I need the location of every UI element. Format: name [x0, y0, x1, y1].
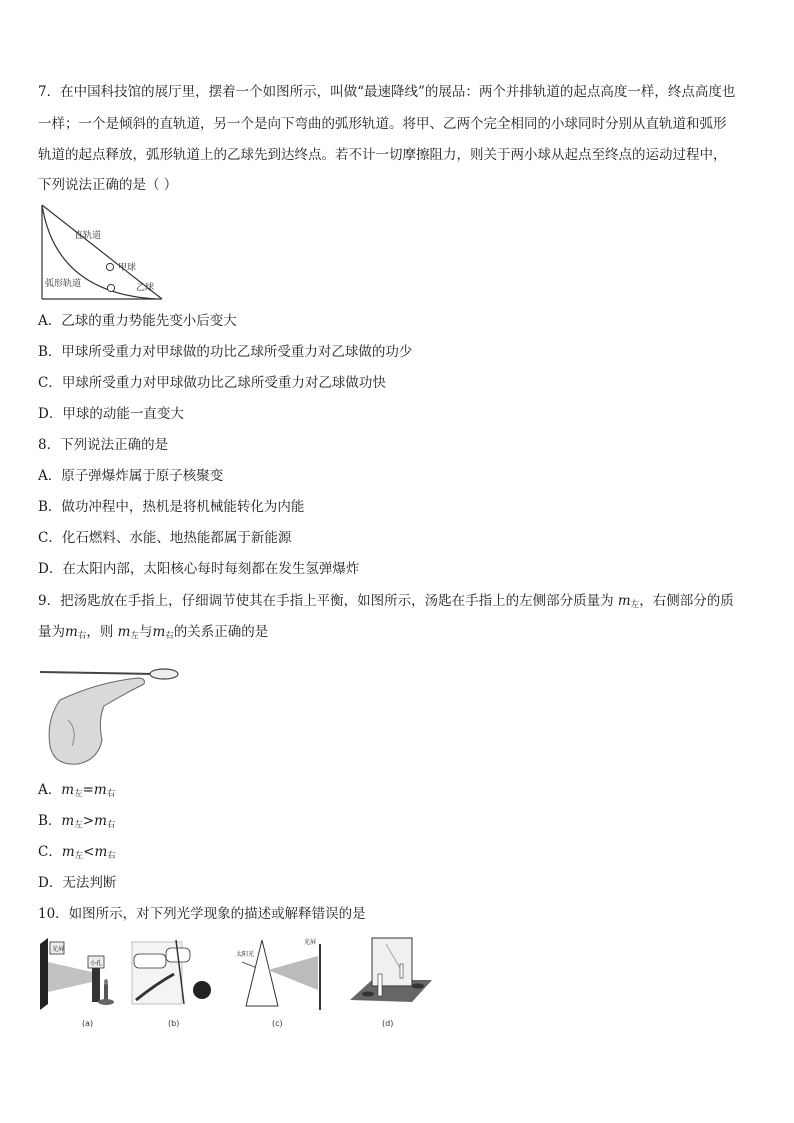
q9-sub-left: 左	[74, 789, 83, 799]
q7-ball-b-label: 乙球	[136, 283, 155, 293]
q8-option-a: A．原子弹爆炸属于原子核聚变	[38, 468, 224, 484]
q10-b-dark-disk	[193, 981, 211, 999]
q7-ball-a-label: 甲球	[118, 263, 137, 273]
q10-d-candle-front	[378, 974, 382, 996]
q9-line-1-text-a: 9．把汤匙放在手指上，仔细调节使其在手指上平衡，如图所示，汤匙在手指上的左侧部分质量为	[38, 593, 618, 609]
q9-line-2-text-c: 与	[138, 624, 153, 640]
q9-sub-right: 右	[107, 851, 116, 861]
q9-option-b-letter: B．	[38, 813, 62, 829]
q9-m-symbol: m	[93, 782, 107, 798]
q10-optics-figures	[36, 934, 446, 1030]
q9-spoon-bowl	[150, 669, 178, 679]
q9-option-a	[38, 781, 115, 803]
q9-line-2-text-b: ，则	[86, 624, 118, 640]
q10-a-pinhole-text: 小孔	[90, 960, 103, 967]
q7-option-a: A．乙球的重力势能先变小后变大	[38, 313, 237, 329]
q9-greater-sign: >	[82, 813, 95, 829]
q7-line-1: 7．在中国科技馆的展厅里，摆着一个如图所示，叫做“最速降线”的展品：两个并排轨道的起点高度一样，终点高度也	[38, 84, 736, 100]
q10-stem: 10．如图所示，对下列光学现象的描述或解释错误的是	[38, 906, 366, 922]
q8-option-c: C．化石燃料、水能、地热能都属于新能源	[38, 530, 292, 546]
q7-option-d: D．甲球的动能一直变大	[38, 406, 184, 422]
q9-less-sign: <	[83, 844, 95, 860]
q10-figure-c	[236, 938, 320, 1028]
q7-arc-label: 弧形轨道	[45, 279, 82, 289]
q7-option-b: B．甲球所受重力对甲球做的功比乙球所受重力对乙球做的功少	[38, 344, 413, 360]
q9-m-symbol: m	[117, 624, 131, 640]
q10-figure-a	[40, 938, 114, 1028]
q9-spoon-hand-figure	[38, 660, 183, 770]
q10-a-candle	[104, 984, 108, 1000]
q9-hand	[49, 678, 144, 764]
q9-equal-sign: =	[82, 782, 94, 798]
q10-figure-b	[132, 940, 211, 1028]
q7-ball-a	[106, 263, 113, 270]
q7-straight-label: 直轨道	[74, 231, 102, 241]
q9-m-symbol: m	[65, 624, 78, 640]
q9-m-symbol: m	[617, 593, 631, 609]
q9-m-symbol: m	[61, 782, 75, 798]
q9-m-symbol: m	[152, 624, 166, 640]
q10-c-screen-text: 光屏	[304, 939, 317, 946]
q9-m-symbol: m	[61, 813, 75, 829]
q9-option-d: D．无法判断	[38, 875, 117, 891]
q10-c-label: (c)	[272, 1019, 283, 1028]
q8-option-b: B．做功冲程中，热机是将机械能转化为内能	[38, 499, 305, 515]
q10-a-screen-text: 光屏	[52, 946, 65, 953]
q10-a-screen	[40, 938, 48, 1010]
q8-option-d: D．在太阳内部，太阳核心每时每刻都在发生氢弹爆炸	[38, 561, 360, 577]
q10-d-holder-left	[362, 992, 374, 997]
q10-c-sunlight-text: 太阳光	[236, 951, 255, 958]
q10-d-label: (d)	[382, 1019, 394, 1028]
q10-c-prism	[246, 940, 278, 1006]
q9-m-symbol: m	[94, 813, 107, 829]
q9-sub-right: 右	[165, 631, 174, 641]
q9-line-2	[38, 623, 268, 645]
q9-sub-right: 右	[106, 820, 116, 830]
q10-c-spectrum	[268, 956, 318, 990]
q10-a-candle-base	[98, 999, 114, 1005]
q10-b-label: (b)	[168, 1019, 180, 1028]
q10-figure-d	[350, 938, 432, 1028]
q7-line-4: 下列说法正确的是（ ）	[38, 177, 178, 193]
q7-option-c: C．甲球所受重力对甲球做功比乙球所受重力对乙球做功快	[38, 375, 386, 391]
q9-option-c-letter: C．	[38, 844, 62, 860]
q9-line-2-text-a: 量为	[38, 624, 65, 640]
q9-sub-right: 右	[106, 789, 116, 799]
q9-option-c	[38, 843, 116, 865]
q10-d-candle-back	[400, 964, 403, 978]
q9-option-a-letter: A．	[38, 782, 62, 798]
q9-line-1-text-b: ，右侧部分的质	[639, 593, 734, 609]
q9-sub-left: 左	[74, 820, 83, 830]
q9-sub-left: 左	[74, 851, 84, 861]
q10-a-label: (a)	[82, 1019, 94, 1028]
q7-ball-b	[107, 284, 114, 291]
q9-option-b	[38, 812, 115, 834]
q9-m-symbol: m	[61, 844, 75, 860]
q9-spoon-handle	[40, 672, 154, 674]
q9-line-1	[38, 592, 734, 614]
q10-a-flame-icon	[104, 979, 108, 985]
q7-line-3: 轨道的起点释放，弧形轨道上的乙球先到达终点。若不计一切摩擦阻力，则关于两小球从起点至终点的运动过程中，	[38, 147, 727, 163]
q9-sub-left: 左	[630, 600, 640, 610]
q9-sub-right: 右	[77, 631, 87, 641]
q7-line-2: 一样；一个是倾斜的直轨道，另一个是向下弯曲的弧形轨道。将甲、乙两个完全相同的小球同时分别从直轨道和弧形	[38, 116, 727, 132]
q9-sub-left: 左	[130, 631, 139, 641]
q7-track-figure	[36, 203, 166, 303]
q9-line-2-text-d: 的关系正确的是	[173, 624, 269, 640]
q8-stem: 8．下列说法正确的是	[38, 437, 169, 453]
q9-m-symbol: m	[94, 844, 108, 860]
q10-b-speech-bubble-left	[134, 954, 166, 968]
q10-d-holder-right	[412, 984, 424, 989]
q10-a-light-cone	[48, 962, 92, 992]
